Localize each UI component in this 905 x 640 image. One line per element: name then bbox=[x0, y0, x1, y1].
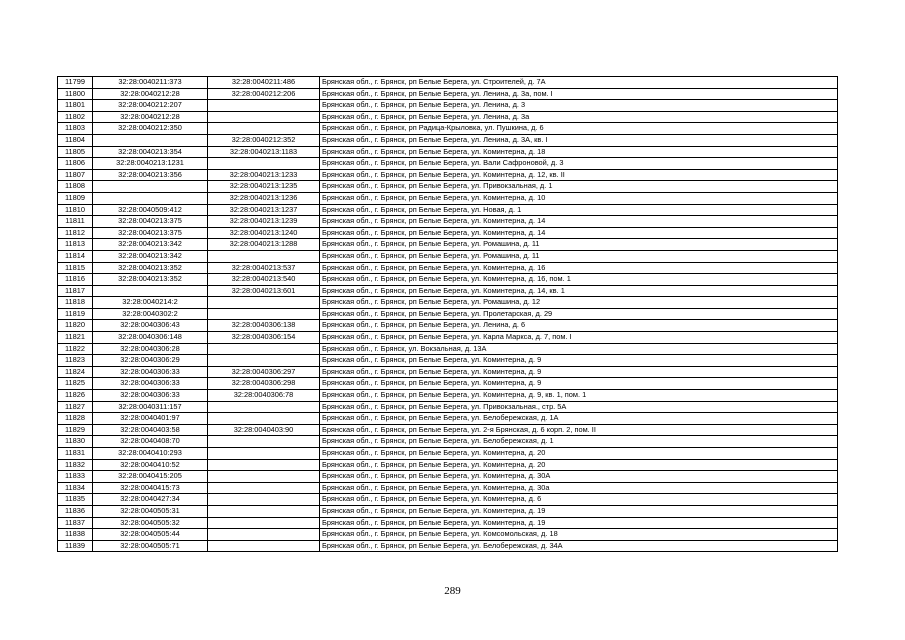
land-cadastral-number-cell: 32:28:0040505:32 bbox=[93, 517, 208, 529]
row-number-cell: 11820 bbox=[58, 320, 93, 332]
building-cadastral-number-cell: 32:28:0040213:601 bbox=[208, 285, 320, 297]
table-row bbox=[58, 123, 838, 135]
building-cadastral-number-cell: 32:28:0040212:206 bbox=[208, 88, 320, 100]
row-number-cell: 11826 bbox=[58, 390, 93, 402]
building-cadastral-number-cell bbox=[208, 158, 320, 170]
address-cell: Брянская обл., г. Брянск, рп Белые Берега, ул. Коминтерна, д. 20 bbox=[320, 459, 838, 471]
address-cell: Брянская обл., г. Брянск, рп Белые Берега, ул. Ленина, д. 3 bbox=[320, 100, 838, 112]
address-cell: Брянская обл., г. Брянск, рп Белые Берега, ул. Вали Сафроновой, д. 3 bbox=[320, 158, 838, 170]
table-row bbox=[58, 134, 838, 146]
address-cell: Брянская обл., г. Брянск, рп Белые Берега, ул. Коминтерна, д. 14 bbox=[320, 227, 838, 239]
table-row bbox=[58, 540, 838, 552]
page-number: 289 bbox=[444, 585, 461, 597]
table-row bbox=[58, 378, 838, 390]
table-row bbox=[58, 517, 838, 529]
address-cell: Брянская обл., г. Брянск, рп Белые Берега, ул. Новая, д. 1 bbox=[320, 204, 838, 216]
land-cadastral-number-cell: 32:28:0040213:352 bbox=[93, 274, 208, 286]
land-cadastral-number-cell: 32:28:0040213:1231 bbox=[93, 158, 208, 170]
address-cell: Брянская обл., г. Брянск, рп Белые Берега, ул. Привокзальная, д. 1 bbox=[320, 181, 838, 193]
table-row bbox=[58, 169, 838, 181]
row-number-cell: 11818 bbox=[58, 297, 93, 309]
table-row bbox=[58, 390, 838, 402]
row-number-cell: 11800 bbox=[58, 88, 93, 100]
table-row bbox=[58, 424, 838, 436]
row-number-cell: 11834 bbox=[58, 482, 93, 494]
land-cadastral-number-cell: 32:28:0040212:28 bbox=[93, 111, 208, 123]
table-row bbox=[58, 111, 838, 123]
table-row bbox=[58, 505, 838, 517]
row-number-cell: 11806 bbox=[58, 158, 93, 170]
address-cell: Брянская обл., г. Брянск, рп Белые Берега, ул. Коминтерна, д. 10 bbox=[320, 192, 838, 204]
row-number-cell: 11823 bbox=[58, 355, 93, 367]
address-cell: Брянская обл., г. Брянск, рп Белые Берега, ул. Коминтерна, д. 19 bbox=[320, 517, 838, 529]
land-cadastral-number-cell: 32:28:0040213:356 bbox=[93, 169, 208, 181]
building-cadastral-number-cell: 32:28:0040213:537 bbox=[208, 262, 320, 274]
row-number-cell: 11817 bbox=[58, 285, 93, 297]
address-cell: Брянская обл., г. Брянск, рп Белые Берега, ул. Коминтерна, д. 14 bbox=[320, 216, 838, 228]
row-number-cell: 11839 bbox=[58, 540, 93, 552]
row-number-cell: 11814 bbox=[58, 250, 93, 262]
table-row bbox=[58, 192, 838, 204]
building-cadastral-number-cell bbox=[208, 100, 320, 112]
land-cadastral-number-cell: 32:28:0040306:148 bbox=[93, 332, 208, 344]
land-cadastral-number-cell: 32:28:0040505:31 bbox=[93, 505, 208, 517]
land-cadastral-number-cell: 32:28:0040211:373 bbox=[93, 77, 208, 89]
address-cell: Брянская обл., г. Брянск, рп Белые Берега, ул. Коминтерна, д. 16, пом. 1 bbox=[320, 274, 838, 286]
building-cadastral-number-cell bbox=[208, 355, 320, 367]
building-cadastral-number-cell bbox=[208, 343, 320, 355]
building-cadastral-number-cell: 32:28:0040213:1239 bbox=[208, 216, 320, 228]
table-row bbox=[58, 471, 838, 483]
row-number-cell: 11804 bbox=[58, 134, 93, 146]
row-number-cell: 11837 bbox=[58, 517, 93, 529]
address-cell: Брянская обл., г. Брянск, рп Белые Берега, ул. Коминтерна, д. 9 bbox=[320, 366, 838, 378]
land-cadastral-number-cell: 32:28:0040408:70 bbox=[93, 436, 208, 448]
land-cadastral-number-cell: 32:28:0040505:44 bbox=[93, 529, 208, 541]
address-cell: Брянская обл., г. Брянск, рп Белые Берега, ул. Коминтерна, д. 9 bbox=[320, 378, 838, 390]
address-cell: Брянская обл., г. Брянск, рп Белые Берега, ул. Ленина, д. 3А, кв. I bbox=[320, 134, 838, 146]
row-number-cell: 11807 bbox=[58, 169, 93, 181]
row-number-cell: 11825 bbox=[58, 378, 93, 390]
address-cell: Брянская обл., г. Брянск, рп Белые Берега, ул. Ленина, д. 3а bbox=[320, 111, 838, 123]
table-row bbox=[58, 494, 838, 506]
table-row bbox=[58, 181, 838, 193]
land-cadastral-number-cell: 32:28:0040213:375 bbox=[93, 227, 208, 239]
address-cell: Брянская обл., г. Брянск, рп Белые Берега, ул. Пролетарская, д. 29 bbox=[320, 308, 838, 320]
address-cell: Брянская обл., г. Брянск, рп Белые Берега, ул. Белобережская, д. 34А bbox=[320, 540, 838, 552]
building-cadastral-number-cell: 32:28:0040213:1237 bbox=[208, 204, 320, 216]
land-cadastral-number-cell: 32:28:0040214:2 bbox=[93, 297, 208, 309]
land-cadastral-number-cell: 32:28:0040410:293 bbox=[93, 448, 208, 460]
row-number-cell: 11802 bbox=[58, 111, 93, 123]
row-number-cell: 11816 bbox=[58, 274, 93, 286]
row-number-cell: 11821 bbox=[58, 332, 93, 344]
land-cadastral-number-cell: 32:28:0040306:29 bbox=[93, 355, 208, 367]
address-cell: Брянская обл., г. Брянск, рп Белые Берега, ул. Ромашина, д. 11 bbox=[320, 250, 838, 262]
land-cadastral-number-cell: 32:28:0040505:71 bbox=[93, 540, 208, 552]
land-cadastral-number-cell: 32:28:0040427:34 bbox=[93, 494, 208, 506]
address-cell: Брянская обл., г. Брянск, рп Белые Берега, ул. Белобережская, д. 1А bbox=[320, 413, 838, 425]
table-row bbox=[58, 100, 838, 112]
land-cadastral-number-cell bbox=[93, 134, 208, 146]
land-cadastral-number-cell: 32:28:0040212:28 bbox=[93, 88, 208, 100]
row-number-cell: 11809 bbox=[58, 192, 93, 204]
row-number-cell: 11811 bbox=[58, 216, 93, 228]
table-row bbox=[58, 262, 838, 274]
table-row bbox=[58, 250, 838, 262]
address-cell: Брянская обл., г. Брянск, рп Белые Берега, ул. Коминтерна, д. 30а bbox=[320, 482, 838, 494]
building-cadastral-number-cell: 32:28:0040213:1183 bbox=[208, 146, 320, 158]
registry-table-body bbox=[58, 77, 838, 552]
row-number-cell: 11810 bbox=[58, 204, 93, 216]
building-cadastral-number-cell bbox=[208, 494, 320, 506]
building-cadastral-number-cell: 32:28:0040306:138 bbox=[208, 320, 320, 332]
table-row bbox=[58, 459, 838, 471]
row-number-cell: 11835 bbox=[58, 494, 93, 506]
table-row bbox=[58, 239, 838, 251]
row-number-cell: 11828 bbox=[58, 413, 93, 425]
land-cadastral-number-cell: 32:28:0040302:2 bbox=[93, 308, 208, 320]
address-cell: Брянская обл., г. Брянск, рп Белые Берега, ул. Коминтерна, д. 9 bbox=[320, 355, 838, 367]
building-cadastral-number-cell: 32:28:0040213:1240 bbox=[208, 227, 320, 239]
table-row bbox=[58, 297, 838, 309]
row-number-cell: 11803 bbox=[58, 123, 93, 135]
row-number-cell: 11829 bbox=[58, 424, 93, 436]
table-row bbox=[58, 204, 838, 216]
address-cell: Брянская обл., г. Брянск, рп Белые Берега, ул. Привокзальная., стр. 5А bbox=[320, 401, 838, 413]
row-number-cell: 11838 bbox=[58, 529, 93, 541]
land-cadastral-number-cell: 32:28:0040311:157 bbox=[93, 401, 208, 413]
building-cadastral-number-cell: 32:28:0040213:1236 bbox=[208, 192, 320, 204]
building-cadastral-number-cell bbox=[208, 297, 320, 309]
row-number-cell: 11822 bbox=[58, 343, 93, 355]
row-number-cell: 11808 bbox=[58, 181, 93, 193]
table-row bbox=[58, 366, 838, 378]
table-row bbox=[58, 274, 838, 286]
table-row bbox=[58, 285, 838, 297]
building-cadastral-number-cell: 32:28:0040306:154 bbox=[208, 332, 320, 344]
building-cadastral-number-cell bbox=[208, 401, 320, 413]
building-cadastral-number-cell bbox=[208, 448, 320, 460]
land-cadastral-number-cell: 32:28:0040213:354 bbox=[93, 146, 208, 158]
address-cell: Брянская обл., г. Брянск, рп Белые Берега, ул. Строителей, д. 7А bbox=[320, 77, 838, 89]
address-cell: Брянская обл., г. Брянск, рп Радица-Крыловка, ул. Пушкина, д. 6 bbox=[320, 123, 838, 135]
table-row bbox=[58, 320, 838, 332]
building-cadastral-number-cell bbox=[208, 529, 320, 541]
building-cadastral-number-cell bbox=[208, 111, 320, 123]
row-number-cell: 11836 bbox=[58, 505, 93, 517]
table-row bbox=[58, 343, 838, 355]
building-cadastral-number-cell: 32:28:0040213:540 bbox=[208, 274, 320, 286]
building-cadastral-number-cell: 32:28:0040213:1235 bbox=[208, 181, 320, 193]
table-row bbox=[58, 158, 838, 170]
building-cadastral-number-cell bbox=[208, 482, 320, 494]
building-cadastral-number-cell: 32:28:0040213:1233 bbox=[208, 169, 320, 181]
land-cadastral-number-cell bbox=[93, 181, 208, 193]
building-cadastral-number-cell: 32:28:0040213:1288 bbox=[208, 239, 320, 251]
address-cell: Брянская обл., г. Брянск, рп Белые Берега, ул. Карла Маркса, д. 7, пом. I bbox=[320, 332, 838, 344]
land-cadastral-number-cell: 32:28:0040306:43 bbox=[93, 320, 208, 332]
row-number-cell: 11827 bbox=[58, 401, 93, 413]
table-row bbox=[58, 146, 838, 158]
row-number-cell: 11801 bbox=[58, 100, 93, 112]
row-number-cell: 11799 bbox=[58, 77, 93, 89]
land-cadastral-number-cell: 32:28:0040410:52 bbox=[93, 459, 208, 471]
table-row bbox=[58, 448, 838, 460]
row-number-cell: 11832 bbox=[58, 459, 93, 471]
building-cadastral-number-cell bbox=[208, 459, 320, 471]
row-number-cell: 11812 bbox=[58, 227, 93, 239]
address-cell: Брянская обл., г. Брянск, рп Белые Берега, ул. Коминтерна, д. 16 bbox=[320, 262, 838, 274]
row-number-cell: 11819 bbox=[58, 308, 93, 320]
table-row bbox=[58, 227, 838, 239]
building-cadastral-number-cell bbox=[208, 308, 320, 320]
table-row bbox=[58, 216, 838, 228]
building-cadastral-number-cell: 32:28:0040403:90 bbox=[208, 424, 320, 436]
building-cadastral-number-cell: 32:28:0040306:297 bbox=[208, 366, 320, 378]
table-row bbox=[58, 529, 838, 541]
row-number-cell: 11831 bbox=[58, 448, 93, 460]
address-cell: Брянская обл., г. Брянск, рп Белые Берега, ул. Ленина, д. 6 bbox=[320, 320, 838, 332]
address-cell: Брянская обл., г. Брянск, рп Белые Берега, ул. Коминтерна, д. 19 bbox=[320, 505, 838, 517]
table-row bbox=[58, 436, 838, 448]
building-cadastral-number-cell bbox=[208, 471, 320, 483]
address-cell: Брянская обл., г. Брянск, рп Белые Берега, ул. Комсомольская, д. 18 bbox=[320, 529, 838, 541]
table-row bbox=[58, 413, 838, 425]
table-row bbox=[58, 482, 838, 494]
address-cell: Брянская обл., г. Брянск, ул. Вокзальная, д. 13А bbox=[320, 343, 838, 355]
address-cell: Брянская обл., г. Брянск, рп Белые Берега, ул. Коминтерна, д. 12, кв. II bbox=[320, 169, 838, 181]
land-cadastral-number-cell bbox=[93, 285, 208, 297]
row-number-cell: 11815 bbox=[58, 262, 93, 274]
address-cell: Брянская обл., г. Брянск, рп Белые Берега, ул. Ленина, д. 3а, пом. I bbox=[320, 88, 838, 100]
address-cell: Брянская обл., г. Брянск, рп Белые Берега, ул. Коминтерна, д. 9, кв. 1, пом. 1 bbox=[320, 390, 838, 402]
address-cell: Брянская обл., г. Брянск, рп Белые Берега, ул. Коминтерна, д. 20 bbox=[320, 448, 838, 460]
row-number-cell: 11813 bbox=[58, 239, 93, 251]
address-cell: Брянская обл., г. Брянск, рп Белые Берега, ул. Белобережская, д. 1 bbox=[320, 436, 838, 448]
land-cadastral-number-cell: 32:28:0040403:58 bbox=[93, 424, 208, 436]
building-cadastral-number-cell: 32:28:0040212:352 bbox=[208, 134, 320, 146]
land-cadastral-number-cell: 32:28:0040306:33 bbox=[93, 390, 208, 402]
building-cadastral-number-cell: 32:28:0040306:78 bbox=[208, 390, 320, 402]
registry-table bbox=[57, 76, 838, 552]
land-cadastral-number-cell: 32:28:0040213:342 bbox=[93, 239, 208, 251]
building-cadastral-number-cell bbox=[208, 540, 320, 552]
address-cell: Брянская обл., г. Брянск, рп Белые Берега, ул. Коминтерна, д. 30А bbox=[320, 471, 838, 483]
building-cadastral-number-cell: 32:28:0040306:298 bbox=[208, 378, 320, 390]
address-cell: Брянская обл., г. Брянск, рп Белые Берега, ул. 2-я Брянская, д. 6 корп. 2, пом. II bbox=[320, 424, 838, 436]
table-row bbox=[58, 401, 838, 413]
building-cadastral-number-cell: 32:28:0040211:486 bbox=[208, 77, 320, 89]
land-cadastral-number-cell: 32:28:0040306:28 bbox=[93, 343, 208, 355]
table-row bbox=[58, 88, 838, 100]
land-cadastral-number-cell: 32:28:0040509:412 bbox=[93, 204, 208, 216]
building-cadastral-number-cell bbox=[208, 436, 320, 448]
table-row bbox=[58, 77, 838, 89]
address-cell: Брянская обл., г. Брянск, рп Белые Берега, ул. Коминтерна, д. 14, кв. 1 bbox=[320, 285, 838, 297]
building-cadastral-number-cell bbox=[208, 413, 320, 425]
table-row bbox=[58, 355, 838, 367]
row-number-cell: 11805 bbox=[58, 146, 93, 158]
land-cadastral-number-cell bbox=[93, 192, 208, 204]
row-number-cell: 11824 bbox=[58, 366, 93, 378]
row-number-cell: 11833 bbox=[58, 471, 93, 483]
land-cadastral-number-cell: 32:28:0040213:375 bbox=[93, 216, 208, 228]
land-cadastral-number-cell: 32:28:0040306:33 bbox=[93, 378, 208, 390]
table-row bbox=[58, 332, 838, 344]
building-cadastral-number-cell bbox=[208, 517, 320, 529]
address-cell: Брянская обл., г. Брянск, рп Белые Берега, ул. Ромашина, д. 12 bbox=[320, 297, 838, 309]
land-cadastral-number-cell: 32:28:0040401:97 bbox=[93, 413, 208, 425]
building-cadastral-number-cell bbox=[208, 123, 320, 135]
land-cadastral-number-cell: 32:28:0040213:342 bbox=[93, 250, 208, 262]
row-number-cell: 11830 bbox=[58, 436, 93, 448]
building-cadastral-number-cell bbox=[208, 250, 320, 262]
address-cell: Брянская обл., г. Брянск, рп Белые Берега, ул. Ромашина, д. 11 bbox=[320, 239, 838, 251]
address-cell: Брянская обл., г. Брянск, рп Белые Берега, ул. Коминтерна, д. 6 bbox=[320, 494, 838, 506]
land-cadastral-number-cell: 32:28:0040212:207 bbox=[93, 100, 208, 112]
land-cadastral-number-cell: 32:28:0040415:205 bbox=[93, 471, 208, 483]
table-row bbox=[58, 308, 838, 320]
land-cadastral-number-cell: 32:28:0040213:352 bbox=[93, 262, 208, 274]
land-cadastral-number-cell: 32:28:0040415:73 bbox=[93, 482, 208, 494]
land-cadastral-number-cell: 32:28:0040306:33 bbox=[93, 366, 208, 378]
land-cadastral-number-cell: 32:28:0040212:350 bbox=[93, 123, 208, 135]
address-cell: Брянская обл., г. Брянск, рп Белые Берега, ул. Коминтерна, д. 18 bbox=[320, 146, 838, 158]
building-cadastral-number-cell bbox=[208, 505, 320, 517]
